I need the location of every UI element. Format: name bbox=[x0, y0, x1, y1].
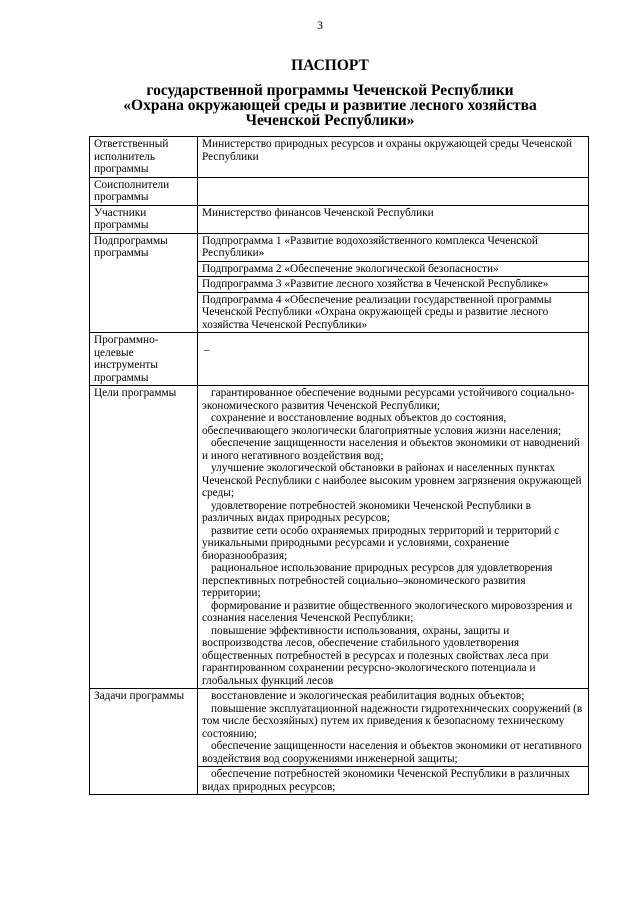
row-responsible bbox=[90, 137, 589, 178]
coexecutors-label: Соисполнители программы bbox=[90, 177, 198, 205]
responsible-label: Ответственный исполнитель программы bbox=[90, 137, 198, 178]
goal-item: улучшение экологической обстановки в районах и населенных пунктах Чеченской Республики с наиболее высоким уровнем загрязнения окружающей среды; bbox=[202, 462, 582, 499]
goal-item: гарантированное обеспечение водными ресурсами устойчивого социально-экономического развития Чеченской Республики; bbox=[202, 387, 575, 412]
title-subtitle-line-1: государственной программы Чеченской Республики bbox=[146, 82, 514, 99]
instruments-value-cell bbox=[198, 333, 589, 386]
instruments-value: – bbox=[204, 344, 210, 356]
title-subtitle-line-3: Чеченской Республики» bbox=[245, 112, 415, 129]
tasks-label: Задачи программы bbox=[90, 689, 198, 795]
goal-item: удовлетворение потребностей экономики Чеченской Республики в различных видах природных ресурсов; bbox=[202, 499, 531, 524]
coexecutors-value bbox=[198, 177, 589, 205]
goal-item: развитие сети особо охраняемых природных территорий и территорий с уникальными природными ресурсами и условиями, сохранение биоразнообразия; bbox=[202, 524, 560, 562]
goal-item: формирование и развитие общественного экологического мировоззрения и сознания населения Чеченской Республики; bbox=[202, 599, 573, 624]
task-item: восстановление и экологическая реабилитация водных объектов; bbox=[211, 690, 525, 702]
subprogram-1: Подпрограмма 1 «Развитие водохозяйственного комплекса Чеченской Республики» bbox=[198, 233, 589, 261]
title-main: ПАСПОРТ bbox=[291, 57, 369, 74]
page-number: 3 bbox=[317, 18, 323, 32]
participants-value: Министерство финансов Чеченской Республики bbox=[198, 205, 589, 233]
task-item: обеспечение защищенности населения и объектов экономики от негативного воздействия вод сооружениями инженерной защиты; bbox=[202, 740, 582, 765]
instruments-label: Программно-целевые инструменты программы bbox=[90, 333, 198, 386]
goals-value bbox=[198, 386, 589, 689]
goal-item: рациональное использование природных ресурсов для удовлетворения перспективных потребностей социально–экономического развития территории; bbox=[202, 562, 553, 599]
document-title bbox=[60, 58, 600, 128]
tasks-value-b bbox=[198, 767, 589, 795]
goal-item: сохранение и восстановление водных объектов до состояния, обеспечивающего экологически благоприятные условия жизни населения; bbox=[202, 412, 562, 437]
row-tasks-a bbox=[90, 689, 589, 767]
subprogram-3: Подпрограмма 3 «Развитие лесного хозяйства в Чеченской Республике» bbox=[198, 277, 589, 293]
tasks-value-a bbox=[198, 689, 589, 767]
subprogram-4: Подпрограмма 4 «Обеспечение реализации государственной программы Чеченской Республики «Охрана окружающей среды и развитие лесного хозяйства Чеченской Республики» bbox=[198, 292, 589, 333]
participants-label: Участники программы bbox=[90, 205, 198, 233]
goals-label: Цели программы bbox=[90, 386, 198, 689]
task-item: обеспечение потребностей экономики Чеченской Республики в различных видах природных ресурсов; bbox=[202, 768, 570, 793]
row-subprogram-1 bbox=[90, 233, 589, 261]
subprogram-2: Подпрограмма 2 «Обеспечение экологической безопасности» bbox=[198, 261, 589, 277]
row-instruments bbox=[90, 333, 589, 386]
task-item: повышение эксплуатационной надежности гидротехнических сооружений (в том числе бесхозяйных) путем их приведения к безопасному техническому состоянию; bbox=[202, 702, 583, 740]
row-participants bbox=[90, 205, 589, 233]
row-coexecutors bbox=[90, 177, 589, 205]
goal-item: обеспечение защищенности населения и объектов экономики от наводнений и иного негативного воздействия вод; bbox=[202, 437, 580, 462]
responsible-value: Министерство природных ресурсов и охраны окружающей среды Чеченской Республики bbox=[198, 137, 589, 178]
passport-table bbox=[89, 136, 589, 795]
goal-item: повышение эффективности использования, охраны, защиты и воспроизводства лесов, обеспечение стабильного удовлетворения общественных потребностей в ресурсах и полезных свойствах леса при гарантированном сохранении ресурсно-экологического потенциала и глобальных функций лесов bbox=[202, 624, 549, 687]
subprograms-label: Подпрограммы программы bbox=[90, 233, 198, 333]
row-goals bbox=[90, 386, 589, 689]
title-subtitle-line-2: «Охрана окружающей среды и развитие лесного хозяйства bbox=[123, 97, 537, 114]
